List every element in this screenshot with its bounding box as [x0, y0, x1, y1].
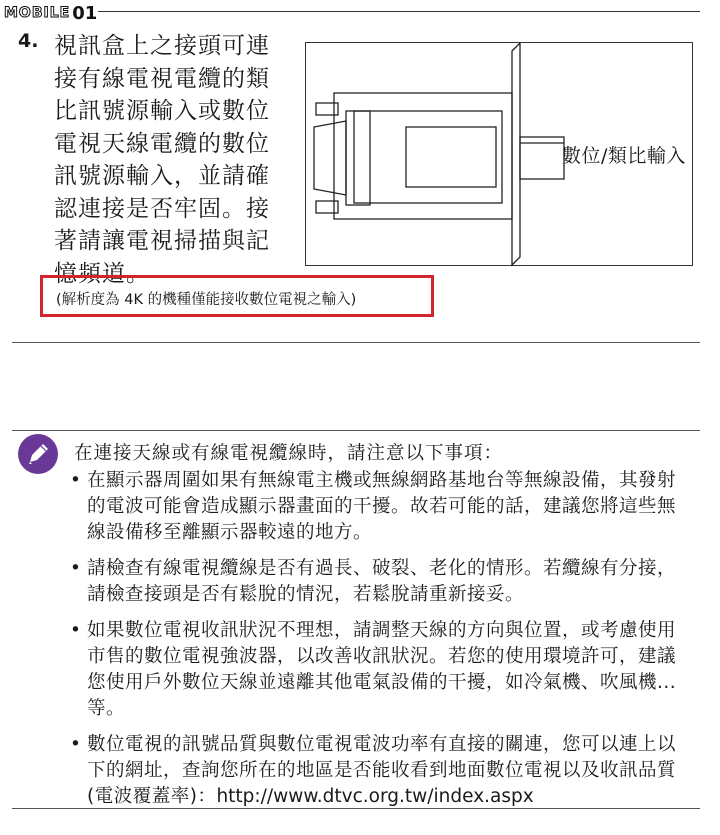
- bullet: •: [70, 470, 82, 491]
- bullet: •: [70, 558, 82, 579]
- step-text: 視訊盒上之接頭可連接有線電視電纜的類比訊號源輸入或數位電視天線電纜的數位訊號源輸入，並請確認連接是否牢固。接著請讓電視掃描與記憶頻道。: [54, 33, 270, 287]
- header-rule: [98, 11, 700, 12]
- tip-text: 在顯示器周圍如果有無線電主機或無線網路基地台等無線設備，其發射的電波可能會造成顯示器畫面的干擾。故若可能的話，建議您將這些無線設備移至離顯示器較遠的地方。: [87, 470, 677, 543]
- tip-text: 請檢查有線電視纜線是否有過長、破裂、老化的情形。若纜線有分接，請檢查接頭是否有鬆脫的情況，若鬆脫請重新接妥。: [87, 558, 677, 605]
- connector-diagram: [305, 42, 693, 266]
- list-item: [70, 618, 694, 722]
- site-logo: [4, 2, 97, 24]
- bullet: •: [70, 734, 82, 755]
- list-item: [70, 556, 694, 608]
- divider: [12, 342, 700, 343]
- note-text: (解析度為 4K 的機種僅能接收數位電視之輸入): [56, 292, 357, 308]
- tips-intro: 在連接天線或有線電視纜線時，請注意以下事項：: [74, 443, 504, 464]
- dtvc-link[interactable]: http://www.dtvc.org.tw/index.aspx: [216, 786, 534, 807]
- pencil-icon: [18, 434, 58, 474]
- list-item: [70, 468, 694, 546]
- divider: [12, 430, 700, 431]
- step-number: 4.: [18, 30, 39, 52]
- tip-text: 數位電視的訊號品質與數位電視電波功率有直接的關連，您可以連上以下的網址，查詢您所在的地區是否能收看到地面數位電視以及收訊品質 (電波覆蓋率)：: [87, 734, 677, 807]
- tips-list: [70, 468, 694, 820]
- tip-text: 如果數位電視收訊狀況不理想，請調整天線的方向與位置，或考慮使用市售的數位電視強波器，以改善收訊狀況。若您的使用環境許可，建議您使用戶外數位天線並遠離其他電氣設備的干擾，如冷氣機、吹風機...等。: [87, 620, 677, 719]
- list-item: [70, 732, 694, 810]
- logo-text: MOBILE: [4, 5, 71, 21]
- divider: [12, 808, 700, 809]
- input-label: 數位/類比輸入: [562, 145, 686, 167]
- logo-suffix: 01: [72, 2, 98, 24]
- resolution-note: [40, 275, 434, 317]
- bullet: •: [70, 620, 82, 641]
